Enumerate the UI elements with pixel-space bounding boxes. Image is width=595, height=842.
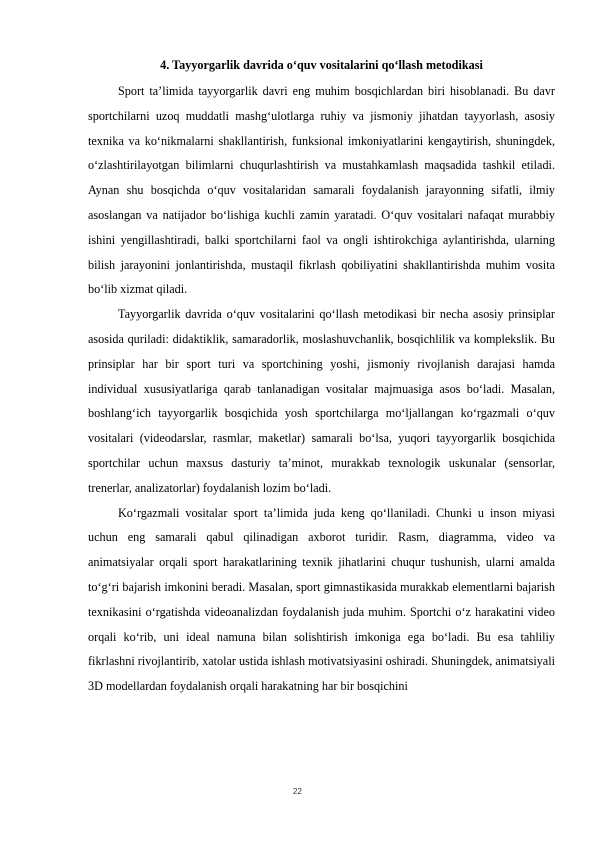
paragraph-1: Sport ta’limida tayyorgarlik davri eng muhim bosqichlardan biri hisoblanadi. Bu davr sportchilarni uzoq muddatli mashg‘ulotlarga ruhiy va jismoniy jihatdan tayyorlash, asosiy texnika va ko‘nikmalarni shakllantirish, funksional imkoniyatlarini kengaytirish, shuningdek, o‘zlashtirilayotgan bilimlarni chuqurlashtirish va mustahkamlash maqsadida tashkil etiladi. Aynan shu bosqichda o‘quv vositalaridan samarali foydalanish jarayonning sifatli, ilmiy asoslangan va natijador bo‘lishiga kuchli zamin yaratadi. O‘quv vositalari nafaqat murabbiy ishini yengillashtiradi, balki sportchilarni faol va ongli ishtirokchiga aylantirishda, ularning bilish jarayonini jonlantirishda, mustaqil fikrlash qobiliyatini shakllantirishda muhim vosita bo‘lib xizmat qiladi. (88, 84, 555, 297)
paragraph-2: Tayyorgarlik davrida o‘quv vositalarini qo‘llash metodikasi bir necha asosiy prinsiplar asosida quriladi: didaktiklik, samaradorlik, moslashuvchanlik, bosqichlilik va komplekslik. Bu prinsiplar har bir sport turi va sportchining yoshi, jismoniy rivojlanish darajasi hamda individual xususiyatlariga qarab tanlanadigan vositalar majmuasiga asos bo‘ladi. Masalan, boshlang‘ich tayyorgarlik bosqichida yosh sportchilarga mo‘ljallangan ko‘rgazmali o‘quv vositalari (videodarslar, rasmlar, maketlar) samarali bo‘lsa, yuqori tayyorgarlik bosqichida sportchilar uchun maxsus dasturiy ta’minot, murakkab texnologik uskunalar (sensorlar, trenerlar, analizatorlar) foydalanish lozim bo‘ladi. (88, 307, 555, 495)
page-number: 22 (293, 787, 302, 796)
page-content (88, 55, 555, 699)
paragraph-3: Ko‘rgazmali vositalar sport ta’limida juda keng qo‘llaniladi. Chunki u inson miyasi uchun eng samarali qabul qilinadigan axborot turidir. Rasm, diagramma, video va animatsiyalar orqali sport harakatlarining texnik jihatlarini chuqur tushunish, ularni amalda to‘g‘ri bajarish imkonini beradi. Masalan, sport gimnastikasida murakkab elementlarni bajarish texnikasini o‘rgatishda videoanalizdan foydalanish juda muhim. Sportchi o‘z harakatini video orqali ko‘rib, uni ideal namuna bilan solishtirish imkoniga ega bo‘ladi. Bu esa tahliliy fikrlashni rivojlantirib, xatolar ustida ishlash motivatsiyasini oshiradi. Shuningdek, animatsiyali 3D modellardan foydalanish orqali harakatning har bir bosqichini (88, 505, 555, 694)
section-heading: 4. Tayyorgarlik davrida o‘quv vositalarini qo‘llash metodikasi (160, 58, 483, 72)
